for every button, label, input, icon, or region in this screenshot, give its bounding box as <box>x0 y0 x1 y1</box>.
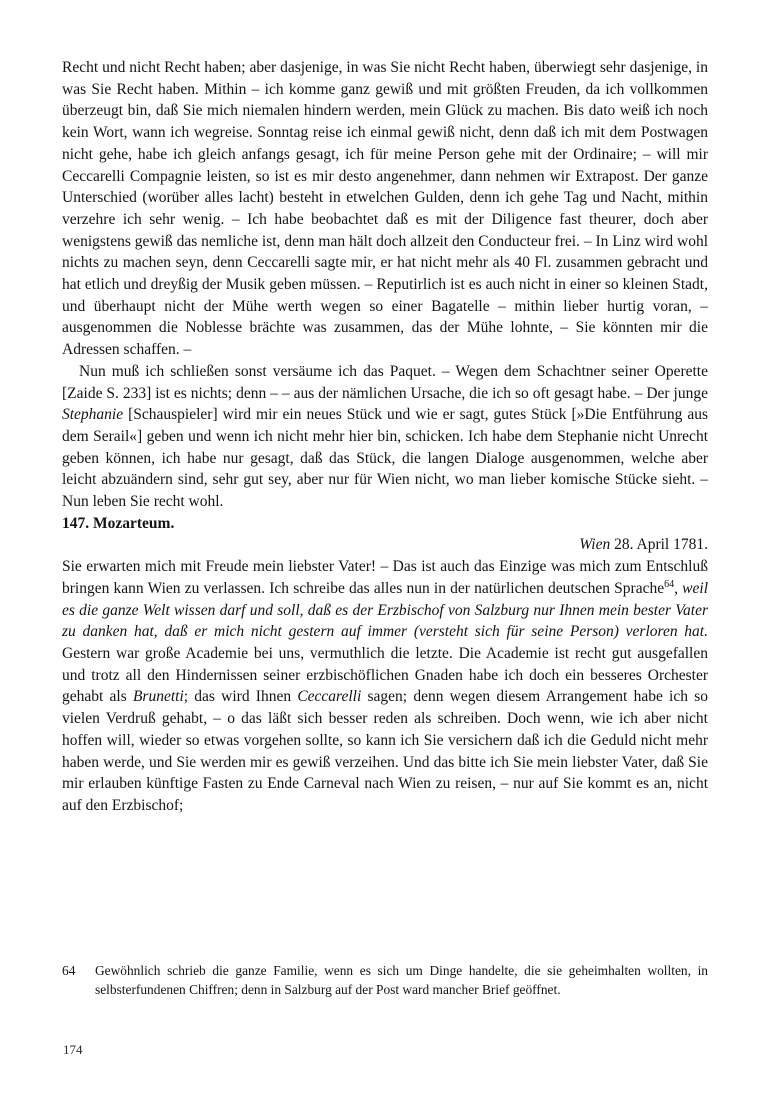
footnote-number: 64 <box>62 963 76 978</box>
italic-name-segment: Stephanie <box>62 406 124 424</box>
text-segment: sagen; denn wegen diesem Arrangement habe ich so vielen Verdruß gehabt, – o das läßt sich besser reden als schreiben. Doch wenn, wie ich aber nicht hoffen will, wieder so etwas vorgehen sollte, so kann ich Sie versichern daß ich die Geduld nicht mehr haben werde, und Sie werden mir es gewiß verzeihen. Und das bitte ich Sie mein liebster Vater, daß Sie mir erlauben künftige Fasten zu Ende Carneval nach Wien zu reisen, – nur auf Sie kommt es an, nicht auf den Erzbischof; <box>62 688 708 814</box>
dateline-place: Wien <box>579 536 611 554</box>
text-segment: Recht und nicht Recht haben; aber dasjenige, in was Sie nicht Recht haben, überwiegt sehr dasjenige, in was Sie Recht haben. Mithin – ich komme ganz gewiß und mit größten Freuden, da ich vollkommen überzeugt bin, daß Sie mich niemalen hindern werden, mein Glück zu machen. Bis dato weiß ich noch kein Wort, wann ich wegreise. Sonntag reise ich einmal gewiß nicht, denn daß ich mit dem Postwagen nicht gehe, habe ich gleich anfangs gesagt, ich für meine Person gehe mit der Ordinaire; – will mir Ceccarelli Compagnie leisten, so ist es mir desto angenehmer, dann nehmen wir Extrapost. Der ganze Unterschied (worüber alles lacht) besteht in etwelchen Gulden, denn ich gehe Tag und Nacht, mithin verzehre ich sehr wenig. – Ich habe beobachtet daß es mit der Diligence fast theurer, doch aber wenigstens gewiß das nemliche ist, denn man hält doch allzeit den Conducteur frei. – In Linz wird wohl nichts zu machen seyn, denn Ceccarelli sagte mir, er hat nicht mehr als 40 Fl. zusammen gebracht und hat etlich und dreyßig der Musik geben müssen. – Reputirlich ist es auch nicht in einer so kleinen Stadt, und überhaupt nicht der Mühe werth wegen so einer Bagatelle – mithin lieber hurtig voran, – ausgenommen die Noblesse brächte was zusammen, das der Mühe lohnte, – Sie könnten mir die Adressen schaffen. – <box>62 59 708 359</box>
dateline-date: 28. April 1781. <box>610 536 708 554</box>
text-segment: ; das wird Ihnen <box>183 688 298 706</box>
text-segment: Nun muß ich schließen sonst versäume ich das Paquet. – Wegen dem Schachtner seiner Operette [Zaide S. 233] ist es nichts; denn – – aus der nämlichen Ursache, die ich so oft gesagt habe. – Der junge <box>62 362 708 402</box>
text-segment: Sie erwarten mich mit Freude mein liebster Vater! – Das ist auch das Einzige was mich zum Entschluß bringen kann Wien zu verlassen. Ich schreibe das alles nun in der natürlichen deutschen Sprache <box>62 558 708 597</box>
section-heading: 147. Mozarteum. <box>62 514 175 532</box>
italic-name-segment: Ceccarelli <box>297 688 362 706</box>
text-segment: Gestern war große Academie bei uns, vermuthlich die letzte. Die Academie ist recht gut ausgefallen und trotz all den Hindernissen seiner erzbischöflichen Gnaden habe ich doch ein besseres Orchester gehabt als <box>62 644 708 706</box>
footnote-reference: 64 <box>664 579 675 591</box>
text-block <box>62 57 708 817</box>
footnote <box>62 961 708 1000</box>
italic-passage-segment: weil es die ganze Welt wissen darf und soll, daß es der Erzbischof von Salzburg nur Ihnen mein bester Vater zu danken hat, daß er mich nicht gestern auf immer (versteht sich für seine Person) verloren hat. <box>62 579 709 641</box>
body-paragraph-continued <box>62 57 708 361</box>
body-paragraph-closing <box>62 361 708 513</box>
text-segment: [Schauspieler] wird mir ein neues Stück und wie er sagt, gutes Stück [»Die Entführung aus dem Serail«] geben und wenn ich nicht mehr hier bin, schicken. Ich habe dem Stephanie nicht Unrecht geben können, ich habe nur gesagt, daß das Stück, die langen Dialoge ausgenommen, welche aber leicht abzuändern sind, sehr gut sey, aber nur für Wien nicht, wo man lieber komische Stücke sieht. – Nun leben Sie recht wohl. <box>62 406 708 511</box>
footnote-text: Gewöhnlich schrieb die ganze Familie, wenn es sich um Dinge handelte, die sie geheimhalten wollten, in selbsterfundenen Chiffren; denn in Salzburg auf der Post ward mancher Brief geöffnet. <box>95 963 708 998</box>
italic-name-segment: Brunetti <box>132 688 184 706</box>
page-number: 174 <box>63 1042 83 1057</box>
text-segment: , <box>674 579 683 597</box>
body-paragraph-letter147 <box>62 556 708 816</box>
letter-dateline <box>62 534 708 556</box>
